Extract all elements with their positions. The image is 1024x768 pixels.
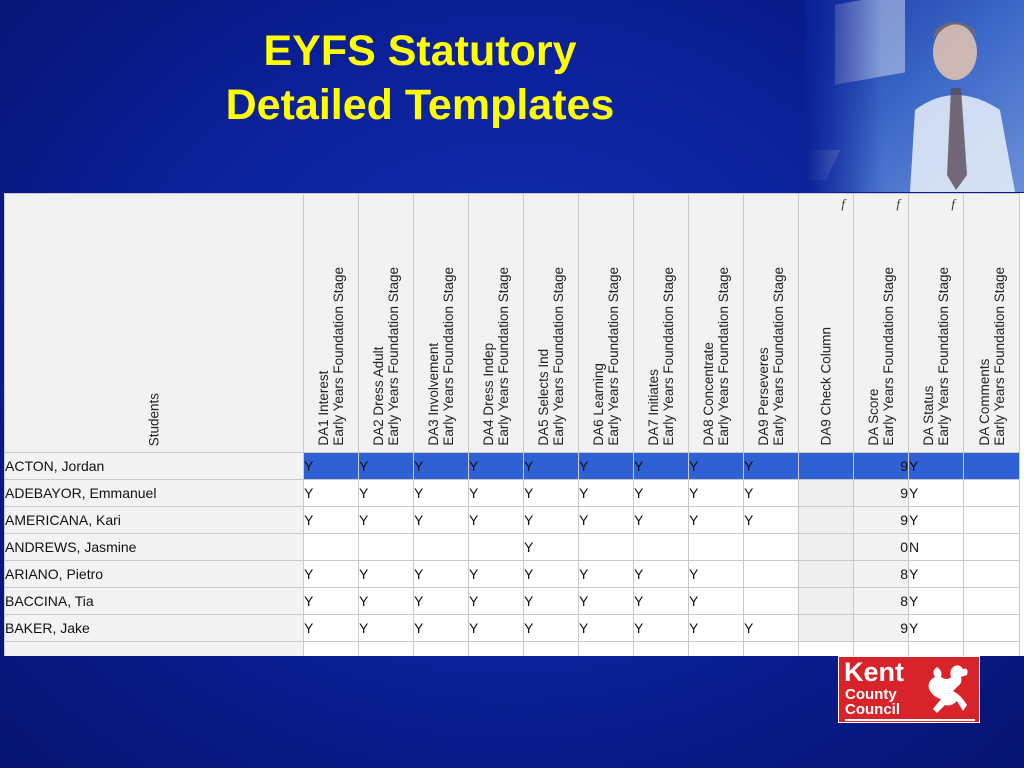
- check-cell[interactable]: [799, 507, 854, 534]
- partial-cell: [5, 642, 304, 657]
- da-cell[interactable]: Y: [414, 453, 469, 480]
- da-cell[interactable]: Y: [524, 507, 579, 534]
- column-header-line2: Early Years Foundation Stage: [551, 267, 566, 446]
- table-row[interactable]: [5, 507, 1020, 534]
- column-header-label: [591, 267, 621, 446]
- column-header-label: [536, 267, 566, 446]
- da-cell[interactable]: Y: [359, 480, 414, 507]
- column-header-line1: DA4 Dress Indep: [481, 343, 496, 446]
- da-cell[interactable]: Y: [579, 507, 634, 534]
- table-row[interactable]: [5, 453, 1020, 480]
- column-header-11[interactable]: [854, 194, 909, 453]
- da-cell[interactable]: Y: [359, 561, 414, 588]
- column-header-5[interactable]: [524, 194, 579, 453]
- partial-cell: [964, 642, 1020, 657]
- column-header-line1: DA Status: [921, 385, 936, 446]
- student-name-cell[interactable]: ARIANO, Pietro: [5, 561, 304, 588]
- da-cell[interactable]: Y: [689, 588, 744, 615]
- da-cell[interactable]: [634, 534, 689, 561]
- status-cell[interactable]: Y: [909, 507, 964, 534]
- check-cell[interactable]: [799, 588, 854, 615]
- student-name-cell[interactable]: AMERICANA, Kari: [5, 507, 304, 534]
- partial-cell: [689, 642, 744, 657]
- check-cell[interactable]: [799, 615, 854, 642]
- column-header-label: [701, 267, 731, 446]
- da-cell[interactable]: Y: [469, 561, 524, 588]
- da-cell[interactable]: Y: [524, 561, 579, 588]
- status-cell[interactable]: Y: [909, 561, 964, 588]
- partial-cell: [799, 642, 854, 657]
- table-row[interactable]: [5, 588, 1020, 615]
- logo-underline: [845, 719, 975, 721]
- da-cell[interactable]: Y: [524, 453, 579, 480]
- da-cell[interactable]: Y: [634, 615, 689, 642]
- partial-cell: [524, 642, 579, 657]
- column-header-12[interactable]: [909, 194, 964, 453]
- check-cell[interactable]: [799, 480, 854, 507]
- da-cell[interactable]: Y: [469, 480, 524, 507]
- da-cell[interactable]: Y: [524, 534, 579, 561]
- column-header-7[interactable]: [634, 194, 689, 453]
- table-body: [5, 453, 1020, 657]
- spreadsheet: [4, 193, 1024, 656]
- column-header-line2: Early Years Foundation Stage: [991, 267, 1007, 446]
- partial-cell: [304, 642, 359, 657]
- column-header-line2: Early Years Foundation Stage: [936, 267, 951, 446]
- kent-county-council-logo: [838, 656, 980, 723]
- da-cell[interactable]: Y: [359, 615, 414, 642]
- column-header-label: [977, 267, 1007, 446]
- status-cell[interactable]: Y: [909, 453, 964, 480]
- comments-cell[interactable]: [964, 615, 1020, 642]
- table-row[interactable]: [5, 534, 1020, 561]
- da-cell[interactable]: Y: [634, 561, 689, 588]
- column-header-label: [866, 267, 896, 446]
- da-cell[interactable]: Y: [689, 453, 744, 480]
- logo-kent: Kent: [844, 657, 904, 687]
- column-header-label: [819, 327, 834, 446]
- table-row[interactable]: [5, 480, 1020, 507]
- da-cell[interactable]: Y: [359, 588, 414, 615]
- partial-cell: [414, 642, 469, 657]
- title-line-1: EYFS Statutory: [263, 27, 577, 75]
- da-cell[interactable]: Y: [579, 561, 634, 588]
- column-header-line1: DA2 Dress Adult: [371, 346, 386, 446]
- da-cell[interactable]: [744, 588, 799, 615]
- da-cell[interactable]: Y: [469, 453, 524, 480]
- da-cell[interactable]: [689, 534, 744, 561]
- da-cell[interactable]: Y: [304, 480, 359, 507]
- formula-icon: f: [841, 196, 845, 211]
- da-cell[interactable]: Y: [524, 588, 579, 615]
- students-header-label: Students: [146, 392, 162, 446]
- formula-icon: f: [896, 196, 900, 211]
- da-cell[interactable]: Y: [304, 453, 359, 480]
- column-header-8[interactable]: [689, 194, 744, 453]
- da-cell[interactable]: Y: [304, 507, 359, 534]
- column-header-10[interactable]: [799, 194, 854, 453]
- column-header-line1: DA7 Initiates: [646, 369, 661, 446]
- student-name-cell[interactable]: BACCINA, Tia: [5, 588, 304, 615]
- score-cell[interactable]: 9: [854, 615, 909, 642]
- column-header-line1: DA9 Perseveres: [756, 347, 771, 446]
- da-cell[interactable]: Y: [414, 561, 469, 588]
- comments-cell[interactable]: [964, 561, 1020, 588]
- partial-cell: [469, 642, 524, 657]
- column-header-line1: DA Score: [866, 388, 881, 446]
- column-header-line1: DA Comments: [976, 358, 992, 446]
- column-header-3[interactable]: [414, 194, 469, 453]
- column-header-line1: DA5 Selects Ind: [536, 349, 551, 446]
- slide-title: [150, 24, 690, 132]
- table-row[interactable]: [5, 615, 1020, 642]
- column-header-4[interactable]: [469, 194, 524, 453]
- businessman-photo: [805, 0, 1024, 192]
- partial-cell: [579, 642, 634, 657]
- header-row: [5, 194, 1020, 453]
- score-cell[interactable]: 0: [854, 534, 909, 561]
- column-header-6[interactable]: [579, 194, 634, 453]
- da-cell[interactable]: Y: [579, 615, 634, 642]
- column-header-line2: Early Years Foundation Stage: [716, 267, 731, 446]
- score-cell[interactable]: 9: [854, 480, 909, 507]
- partial-cell: [909, 642, 964, 657]
- column-header-label: [371, 267, 401, 446]
- table-row-partial: [5, 642, 1020, 657]
- column-header-line2: Early Years Foundation Stage: [386, 267, 401, 446]
- column-header-label: [426, 267, 456, 446]
- column-header-label: [921, 267, 951, 446]
- column-header-1[interactable]: [304, 194, 359, 453]
- comments-cell[interactable]: [964, 588, 1020, 615]
- column-header-line1: DA1 Interest: [316, 370, 331, 446]
- da-cell[interactable]: Y: [469, 588, 524, 615]
- column-header-line2: Early Years Foundation Stage: [331, 267, 346, 446]
- column-header-line1: DA6 Learning: [591, 363, 606, 446]
- title-line-2: Detailed Templates: [225, 81, 615, 129]
- da-cell[interactable]: Y: [414, 480, 469, 507]
- da-cell[interactable]: Y: [689, 480, 744, 507]
- logo-council: Council: [845, 701, 900, 718]
- score-cell[interactable]: 9: [854, 453, 909, 480]
- da-cell[interactable]: Y: [744, 480, 799, 507]
- column-header-line2: Early Years Foundation Stage: [606, 267, 621, 446]
- da-cell[interactable]: [744, 534, 799, 561]
- column-header-line1: DA9 Check Column: [818, 327, 834, 446]
- table-row[interactable]: [5, 561, 1020, 588]
- da-cell[interactable]: Y: [524, 615, 579, 642]
- student-name-cell[interactable]: ANDREWS, Jasmine: [5, 534, 304, 561]
- score-cell[interactable]: 9: [854, 507, 909, 534]
- da-cell[interactable]: Y: [524, 480, 579, 507]
- column-header-label: [481, 267, 511, 446]
- column-header-line2: Early Years Foundation Stage: [661, 267, 676, 446]
- logo-county: County: [845, 686, 897, 703]
- partial-cell: [854, 642, 909, 657]
- da-cell[interactable]: [359, 534, 414, 561]
- comments-cell[interactable]: [964, 480, 1020, 507]
- column-header-students[interactable]: [5, 194, 304, 453]
- column-header-label: [756, 267, 786, 446]
- column-header-9[interactable]: [744, 194, 799, 453]
- formula-icon: f: [951, 196, 955, 211]
- da-cell[interactable]: Y: [414, 615, 469, 642]
- da-cell[interactable]: Y: [744, 507, 799, 534]
- da-cell[interactable]: Y: [359, 507, 414, 534]
- da-cell[interactable]: Y: [689, 615, 744, 642]
- da-cell[interactable]: [469, 534, 524, 561]
- da-cell[interactable]: [304, 534, 359, 561]
- column-header-line1: DA8 Concentrate: [701, 342, 716, 446]
- da-cell[interactable]: Y: [634, 480, 689, 507]
- comments-cell[interactable]: [964, 507, 1020, 534]
- student-name-cell[interactable]: ACTON, Jordan: [5, 453, 304, 480]
- da-cell[interactable]: Y: [634, 453, 689, 480]
- student-table: [4, 193, 1020, 656]
- student-name-cell[interactable]: ADEBAYOR, Emmanuel: [5, 480, 304, 507]
- da-cell[interactable]: Y: [304, 561, 359, 588]
- da-cell[interactable]: Y: [689, 507, 744, 534]
- da-cell[interactable]: Y: [304, 588, 359, 615]
- da-cell[interactable]: Y: [469, 507, 524, 534]
- da-cell[interactable]: Y: [414, 588, 469, 615]
- status-cell[interactable]: Y: [909, 480, 964, 507]
- da-cell[interactable]: Y: [359, 453, 414, 480]
- column-header-label: [316, 267, 346, 446]
- column-header-line2: Early Years Foundation Stage: [771, 267, 786, 446]
- da-cell[interactable]: Y: [689, 561, 744, 588]
- da-cell[interactable]: Y: [634, 507, 689, 534]
- da-cell[interactable]: Y: [744, 615, 799, 642]
- comments-cell[interactable]: [964, 453, 1020, 480]
- white-horse-icon: [923, 661, 975, 717]
- da-cell[interactable]: Y: [744, 453, 799, 480]
- status-cell[interactable]: Y: [909, 615, 964, 642]
- da-cell[interactable]: Y: [634, 588, 689, 615]
- column-header-2[interactable]: [359, 194, 414, 453]
- da-cell[interactable]: Y: [304, 615, 359, 642]
- comments-cell[interactable]: [964, 534, 1020, 561]
- score-cell[interactable]: 8: [854, 588, 909, 615]
- score-cell[interactable]: 8: [854, 561, 909, 588]
- partial-cell: [634, 642, 689, 657]
- partial-cell: [744, 642, 799, 657]
- da-cell[interactable]: [579, 534, 634, 561]
- da-cell[interactable]: [744, 561, 799, 588]
- column-header-line2: Early Years Foundation Stage: [881, 267, 896, 446]
- da-cell[interactable]: Y: [579, 588, 634, 615]
- column-header-line2: Early Years Foundation Stage: [496, 267, 511, 446]
- da-cell[interactable]: Y: [469, 615, 524, 642]
- check-cell[interactable]: [799, 453, 854, 480]
- da-cell[interactable]: Y: [579, 453, 634, 480]
- da-cell[interactable]: [414, 534, 469, 561]
- check-cell[interactable]: [799, 561, 854, 588]
- status-cell[interactable]: N: [909, 534, 964, 561]
- column-header-label: [646, 267, 676, 446]
- column-header-13[interactable]: [964, 194, 1020, 453]
- status-cell[interactable]: Y: [909, 588, 964, 615]
- column-header-line1: DA3 Involvement: [426, 343, 441, 446]
- da-cell[interactable]: Y: [579, 480, 634, 507]
- student-name-cell[interactable]: BAKER, Jake: [5, 615, 304, 642]
- check-cell[interactable]: [799, 534, 854, 561]
- partial-cell: [359, 642, 414, 657]
- da-cell[interactable]: Y: [414, 507, 469, 534]
- column-header-line2: Early Years Foundation Stage: [441, 267, 456, 446]
